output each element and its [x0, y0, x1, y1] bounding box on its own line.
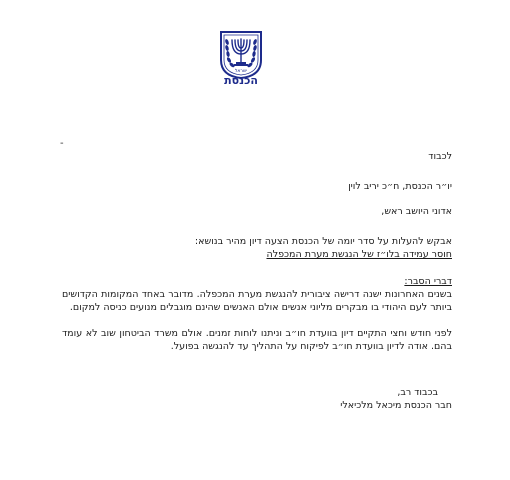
- explanation-paragraph-1: בשנים האחרונות ישנה דרישה ציבורית להנגשת מערת המכפלה. מדובר באחד המקומות הקדושים ביותר לעם היהודי בו מבקרים מליוני אנשים אולם האנשים שהינם מוגבלים מנועים כניסה למקום.: [62, 289, 452, 313]
- request-intro: אבקש להעלות על סדר יומה של הכנסת הצעה דיון מהיר בנושא:: [194, 236, 452, 247]
- menorah-emblem-icon: [218, 30, 264, 80]
- signature-line: חבר הכנסת מיכאל מלכיאלי: [340, 400, 452, 411]
- explanation-heading: דברי הסבר:: [404, 276, 452, 287]
- subject-line: חוסר עמידה בלו״ז של הנגשת מערת המכפלה: [266, 249, 452, 260]
- org-name: הכנסת: [224, 74, 258, 87]
- svg-text:ישראל: ישראל: [234, 69, 248, 74]
- salutation: לכבוד: [428, 151, 452, 162]
- closing-line: בכבוד רב,: [397, 387, 438, 398]
- document-mark: -: [60, 138, 64, 149]
- address-line: אדוני היושב ראש,: [381, 206, 452, 217]
- recipient-line: יו״ר הכנסת, ח״כ יריב לוין: [348, 181, 452, 192]
- explanation-paragraph-2: לפני חודש וחצי התקיים דיון בוועדת חו״ב וניתנו לוחות זמנים. אולם משרד הביטחון שוב לא עומד בהם. אודה לדיון בוועדת חו״ב לפיקוח על התהליך עד להנגשה בפועל.: [62, 328, 452, 352]
